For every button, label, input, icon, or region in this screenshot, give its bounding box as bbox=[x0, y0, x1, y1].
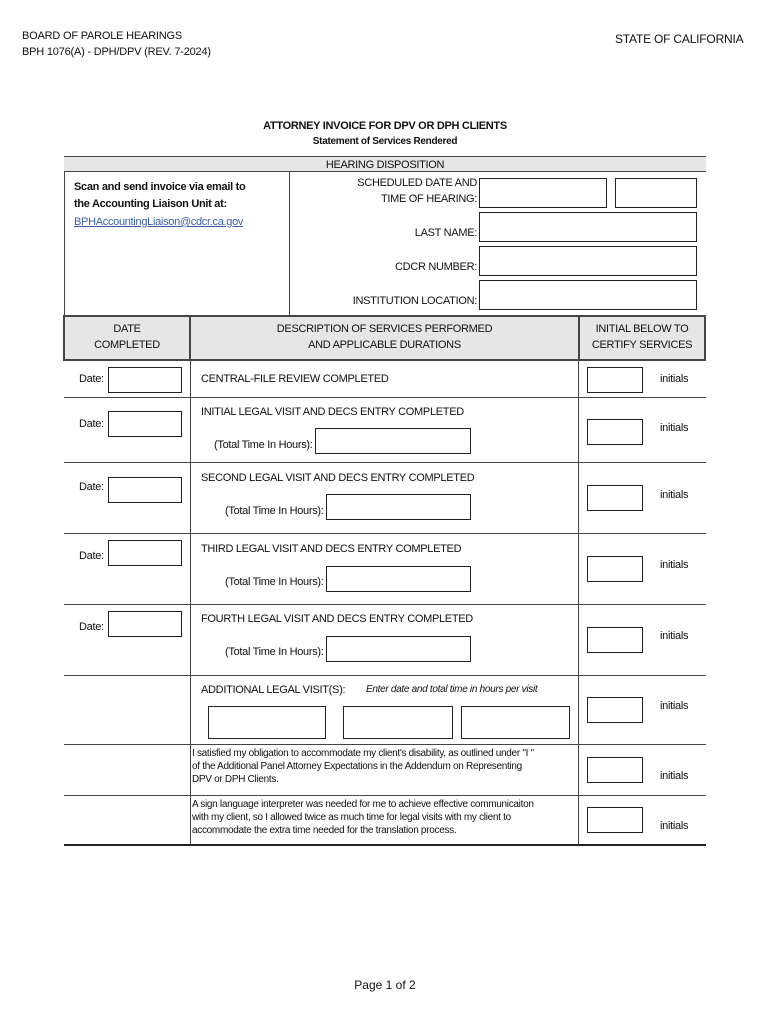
initials-field-interpreter[interactable] bbox=[587, 807, 643, 833]
service-row2-label: INITIAL LEGAL VISIT AND DECS ENTRY COMPLETED bbox=[201, 406, 464, 418]
hearing-date-field[interactable] bbox=[479, 178, 607, 208]
scheduled-label-line1: SCHEDULED DATE AND bbox=[357, 177, 477, 189]
additional-visit-field-3[interactable] bbox=[461, 706, 570, 739]
date-field-row3[interactable] bbox=[108, 477, 182, 503]
col-date-line2: COMPLETED bbox=[94, 339, 160, 351]
hours-field-row5[interactable] bbox=[326, 636, 471, 662]
interpreter-line2: with my client, so I allowed twice as much time for legal visits with my client to bbox=[192, 812, 511, 823]
hours-field-row3[interactable] bbox=[326, 494, 471, 520]
initials-field-additional[interactable] bbox=[587, 697, 643, 723]
interpreter-line1: A sign language interpreter was needed for me to achieve effective communicaiton bbox=[192, 799, 534, 810]
cdcr-number-field[interactable] bbox=[479, 246, 697, 276]
initials-label: initials bbox=[660, 770, 689, 782]
service-row5-label: FOURTH LEGAL VISIT AND DECS ENTRY COMPLETED bbox=[201, 613, 473, 625]
col-init-line1: INITIAL BELOW TO bbox=[595, 323, 689, 335]
hours-field-row4[interactable] bbox=[326, 566, 471, 592]
additional-visits-label: ADDITIONAL LEGAL VISIT(S): bbox=[201, 684, 346, 696]
col-date-header bbox=[65, 317, 189, 359]
hours-label: (Total Time In Hours): bbox=[225, 505, 324, 517]
institution-field[interactable] bbox=[479, 280, 697, 310]
state-label: STATE OF CALIFORNIA bbox=[615, 32, 744, 46]
page-number: Page 1 of 2 bbox=[354, 978, 416, 992]
initials-label: initials bbox=[660, 489, 689, 501]
additional-visit-field-1[interactable] bbox=[208, 706, 326, 739]
institution-label: INSTITUTION LOCATION: bbox=[352, 295, 477, 307]
col-desc-line2: AND APPLICABLE DURATIONS bbox=[308, 339, 461, 351]
disability-statement bbox=[192, 747, 534, 786]
date-field-row5[interactable] bbox=[108, 611, 182, 637]
initials-label: initials bbox=[660, 422, 689, 434]
initials-field-disability[interactable] bbox=[587, 757, 643, 783]
date-field-row1[interactable] bbox=[108, 367, 182, 393]
instructions-panel bbox=[64, 172, 290, 315]
hours-label: (Total Time In Hours): bbox=[214, 439, 313, 451]
initials-field-row1[interactable] bbox=[587, 367, 643, 393]
initials-field-row2[interactable] bbox=[587, 419, 643, 445]
service-row4-label: THIRD LEGAL VISIT AND DECS ENTRY COMPLETED bbox=[201, 543, 462, 555]
form-id: BPH 1076(A) - DPH/DPV (REV. 7-2024) bbox=[22, 46, 211, 58]
date-field-row2[interactable] bbox=[108, 411, 182, 437]
col-desc-line1: DESCRIPTION OF SERVICES PERFORMED bbox=[276, 323, 493, 335]
hearing-time-field[interactable] bbox=[615, 178, 697, 208]
service-row3-label: SECOND LEGAL VISIT AND DECS ENTRY COMPLETED bbox=[201, 472, 475, 484]
service-row1-label: CENTRAL-FILE REVIEW COMPLETED bbox=[201, 373, 389, 385]
instructions-line2: the Accounting Liaison Unit at: bbox=[74, 198, 227, 210]
initials-field-row4[interactable] bbox=[587, 556, 643, 582]
date-field-row4[interactable] bbox=[108, 540, 182, 566]
col-desc-header bbox=[191, 317, 578, 359]
org-name: BOARD OF PAROLE HEARINGS bbox=[22, 30, 183, 42]
disability-line1: I satisfied my obligation to accommodate my client's disability, as outlined under "I " bbox=[192, 748, 534, 759]
date-label: Date: bbox=[79, 481, 104, 493]
col-init-line2: CERTIFY SERVICES bbox=[591, 339, 693, 351]
interpreter-statement bbox=[192, 798, 534, 837]
initials-field-row5[interactable] bbox=[587, 627, 643, 653]
hearing-disposition-header: HEARING DISPOSITION bbox=[64, 156, 706, 172]
initials-field-row3[interactable] bbox=[587, 485, 643, 511]
initials-label: initials bbox=[660, 820, 689, 832]
last-name-field[interactable] bbox=[479, 212, 697, 242]
date-label: Date: bbox=[79, 550, 104, 562]
instructions-line1: Scan and send invoice via email to bbox=[74, 181, 246, 193]
col-init-header bbox=[580, 317, 704, 359]
cdcr-number-label: CDCR NUMBER: bbox=[395, 261, 477, 273]
additional-visits-hint: Enter date and total time in hours per visit bbox=[366, 684, 538, 695]
date-label: Date: bbox=[79, 418, 104, 430]
initials-label: initials bbox=[660, 630, 689, 642]
date-label: Date: bbox=[79, 373, 104, 385]
initials-label: initials bbox=[660, 700, 689, 712]
hours-label: (Total Time In Hours): bbox=[225, 576, 324, 588]
disability-line3: DPV or DPH Clients. bbox=[192, 774, 279, 785]
form-title: ATTORNEY INVOICE FOR DPV OR DPH CLIENTS bbox=[263, 120, 507, 132]
hours-field-row2[interactable] bbox=[315, 428, 471, 454]
interpreter-line3: accommodate the extra time needed for the translation process. bbox=[192, 825, 457, 836]
initials-label: initials bbox=[660, 559, 689, 571]
last-name-label: LAST NAME: bbox=[414, 227, 477, 239]
scheduled-label-line2: TIME OF HEARING: bbox=[380, 193, 477, 205]
col-date-line1: DATE bbox=[113, 323, 141, 335]
email-link[interactable]: BPHAccountingLiaison@cdcr.ca.gov bbox=[74, 216, 244, 228]
disability-line2: of the Additional Panel Attorney Expectations in the Addendum on Representing bbox=[192, 761, 522, 772]
initials-label: initials bbox=[660, 373, 689, 385]
hours-label: (Total Time In Hours): bbox=[225, 646, 324, 658]
date-label: Date: bbox=[79, 621, 104, 633]
form-subtitle: Statement of Services Rendered bbox=[312, 136, 458, 147]
additional-visit-field-2[interactable] bbox=[343, 706, 453, 739]
